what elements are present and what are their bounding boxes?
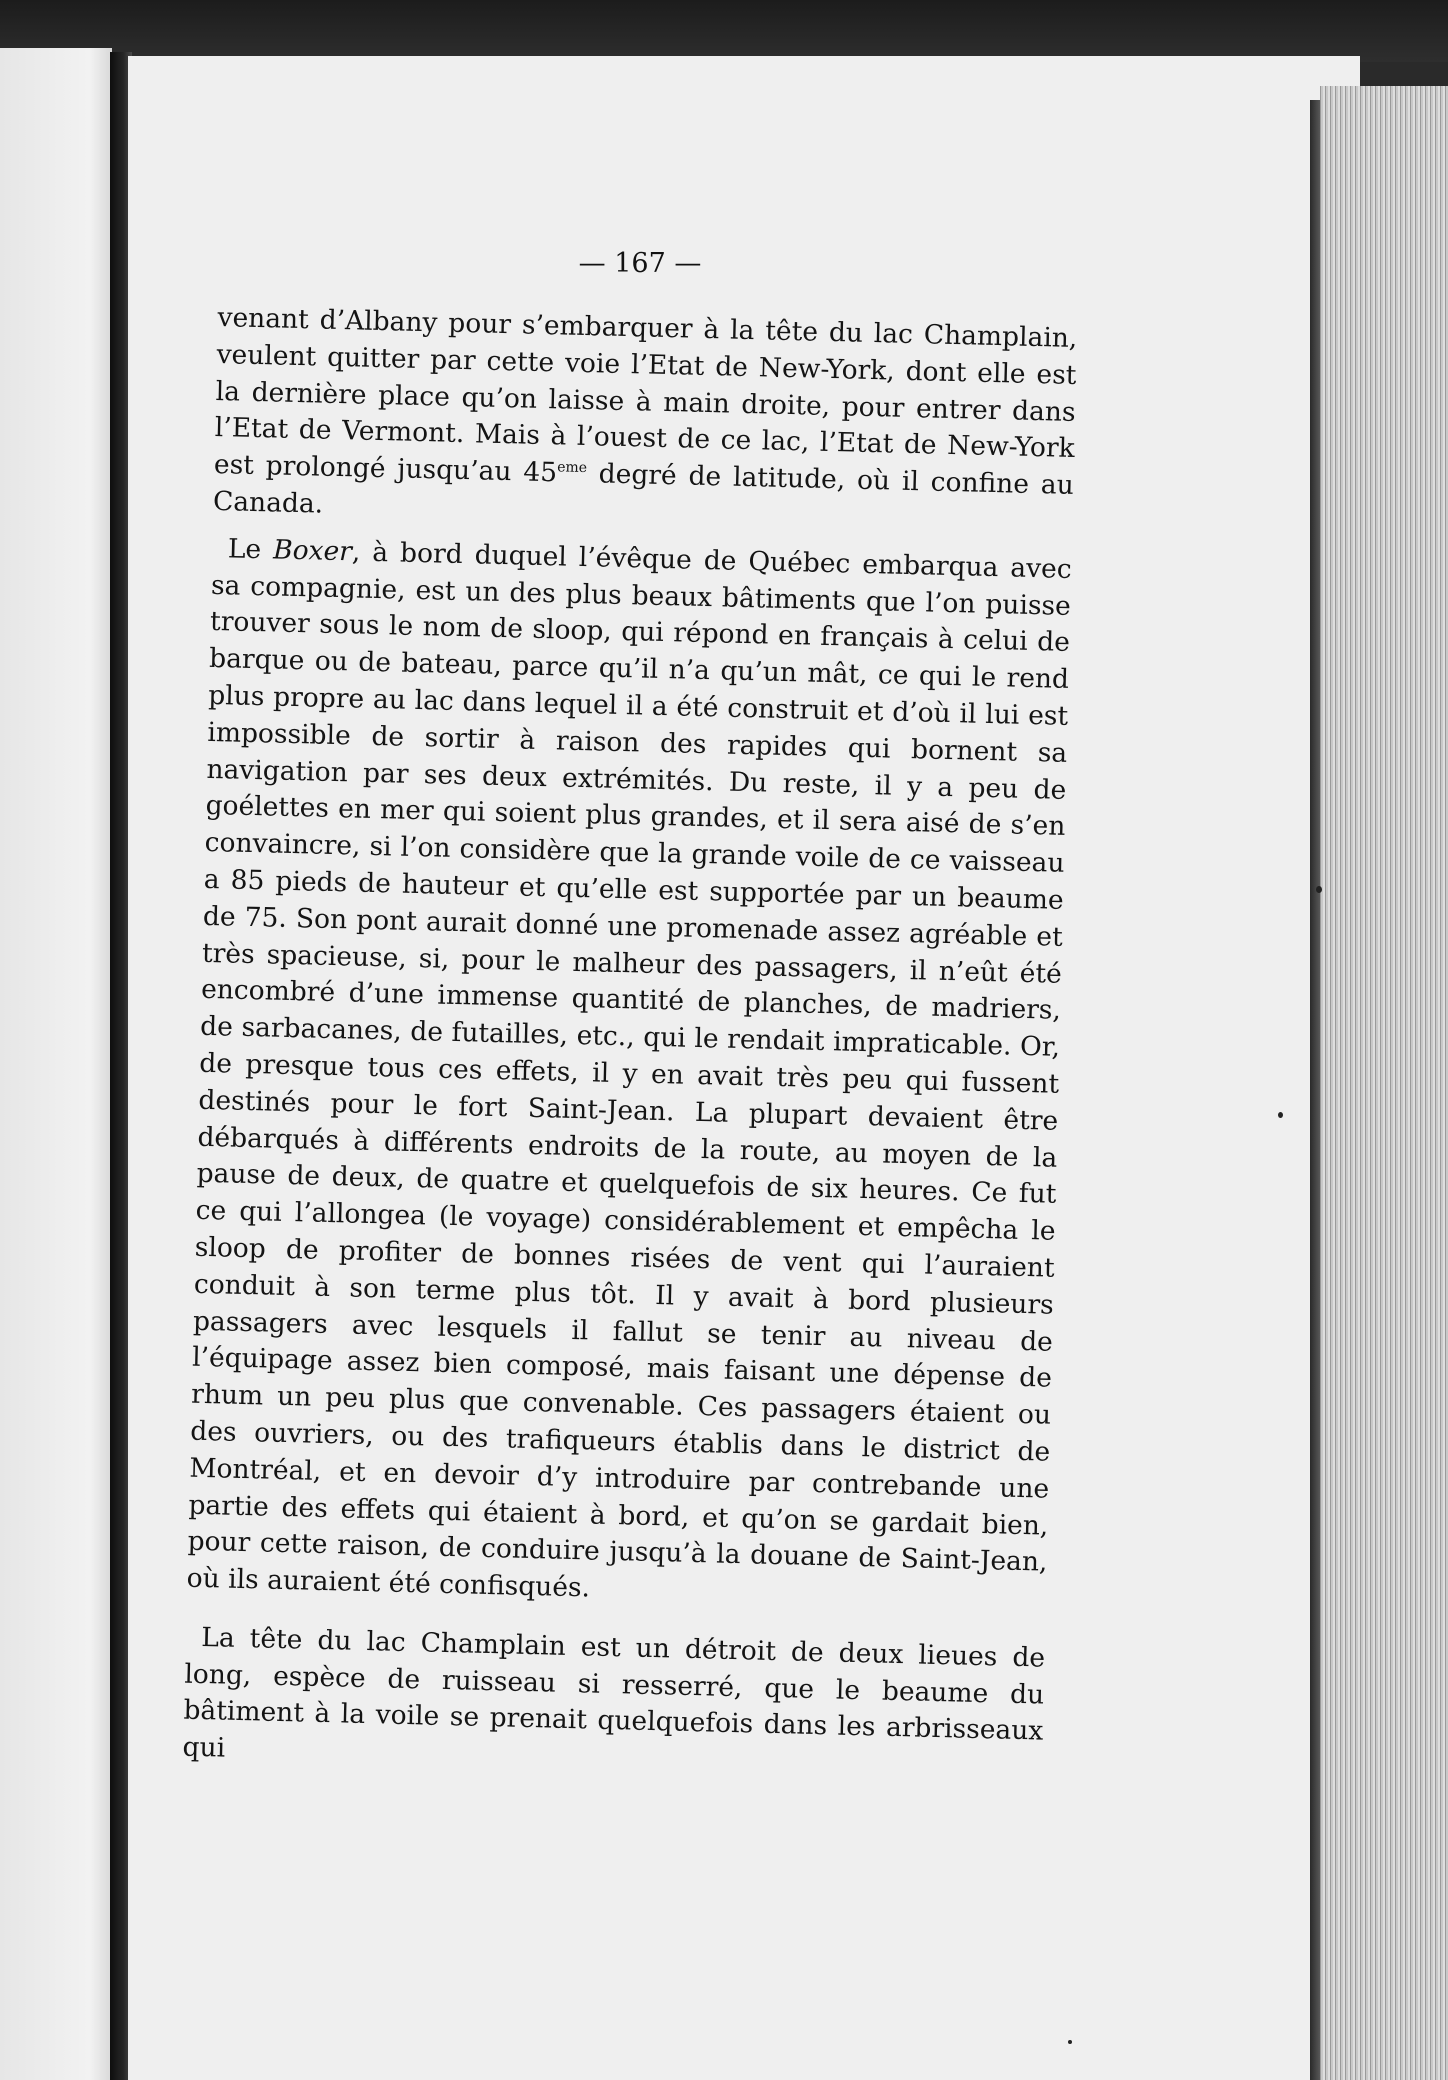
dust-speck bbox=[1316, 886, 1322, 893]
paragraph bbox=[213, 300, 1078, 542]
paragraph-text: , à bord duquel l’évêque de Québec embarqua avec sa compagnie, est un des plus beaux bâtiments que l’on puisse trouver sous le nom de sloop, qui répond en français à celui de barque ou de bateau, parce qu’il n’a qu’un mât, ce qui le rend plus propre au lac dans lequel il a été construit et d’où il lui est impossible de sortir à raison des rapides qui bornent sa navigation par ses deux extrémités. Du reste, il y a peu de goélettes en mer qui soient plus grandes, et il sera aisé de s’en convaincre, si l’on considère que la grande voile de ce vaisseau a 85 pieds de hauteur et qu’elle est supportée par un beaume de 75. Son pont aurait donné une promenade assez agréable et très spacieuse, si, pour le malheur des passagers, il n’eût été encombré d’une immense quantité de planches, de madriers, de sarbacanes, de futailles, etc., qui le rendait impraticable. Or, de presque tous ces effets, il y en avait très peu qui fussent destinés pour le fort Saint-Jean. La plupart devaient être débarqués à différents endroits de la route, au moyen de la pause de deux, de quatre et quelquefois de six heures. Ce fut ce qui l’allongea (le voyage) considérablement et empêcha le sloop de profiter de bonnes risées de vent qui l’auraient conduit à son terme plus tôt. Il y avait à bord plusieurs passagers avec lesquels il fallut se tenir au niveau de l’équipage assez bien composé, mais faisant une dépense de rhum un peu plus que convenable. Ces passagers étaient ou des ouvriers, ou des trafiqueurs établis dans le district de Montréal, et en devoir d’y introduire par contrebande une partie des effets qui étaient à bord, et qu’on se gardait bien, pour cette raison, de conduire jusqu’à la douane de Saint-Jean, où ils auraient été confisqués. bbox=[186, 536, 1073, 1604]
paragraph-text: Le bbox=[227, 533, 274, 566]
page-number: — 167 — bbox=[578, 248, 702, 279]
facing-page-left bbox=[0, 48, 112, 2080]
dust-speck bbox=[1278, 1112, 1283, 1118]
paragraph-text: venant d’Albany pour s’embarquer à la tête du lac Champlain, veulent quitter par cette voie l’Etat de New-York, dont elle est la dernière place qu’on laisse à main droite, pour entrer dans l’Etat de Vermont. Mais à l’ouest de ce lac, l’Etat de New-York est prolongé jusqu’au 45 bbox=[213, 301, 1078, 489]
scan-background-top bbox=[0, 0, 1448, 62]
body-text bbox=[182, 300, 1078, 1788]
paragraph bbox=[182, 1619, 1045, 1787]
dust-speck bbox=[1068, 2040, 1072, 2044]
ship-name: Boxer bbox=[272, 534, 353, 568]
paragraph-text: degré de latitude, où il confine au Canada. bbox=[212, 458, 1075, 520]
paragraph-text: La tête du lac Champlain est un détroit de deux lieues de long, espèce de ruisseau si resserré, que le beaume du bâtiment à la voile se prenait quelquefois dans les arbrisseaux qui bbox=[182, 1621, 1046, 1764]
page-edges bbox=[1320, 86, 1448, 2080]
paragraph bbox=[186, 531, 1072, 1619]
superscript: eme bbox=[556, 459, 588, 477]
